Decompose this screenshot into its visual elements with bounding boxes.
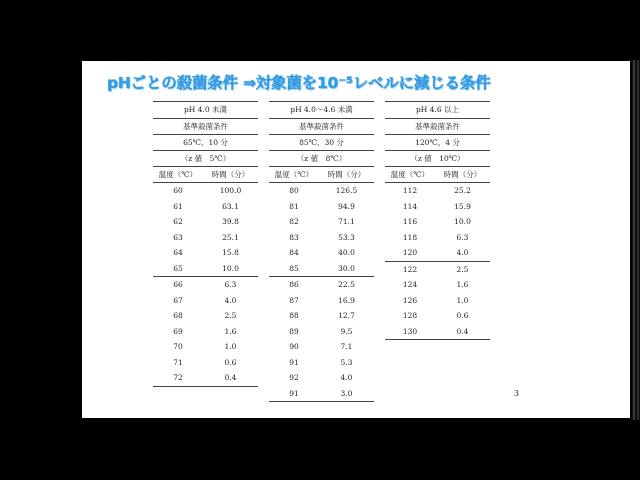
table-row (153, 261, 258, 277)
column-header-time: 時間（分） (327, 170, 366, 179)
table-bottom-rule (269, 401, 374, 402)
base-condition-value: 120℃、4 分 (385, 135, 490, 151)
temperature-cell: 126 (402, 295, 418, 305)
table-row (269, 324, 374, 340)
table-row (269, 245, 374, 261)
table-row (385, 324, 490, 340)
table-row (385, 293, 490, 309)
time-cell: 25.1 (222, 232, 239, 242)
time-cell: 2.5 (224, 311, 237, 320)
temperature-cell: 83 (289, 232, 299, 242)
temperature-cell: 122 (402, 264, 418, 274)
time-cell: 30.0 (338, 263, 355, 273)
temperature-cell: 89 (289, 326, 299, 336)
column-header-temperature: 温度（℃） (390, 170, 430, 179)
table-row (385, 308, 490, 324)
column-header-time: 時間（分） (211, 170, 250, 179)
table-row (385, 199, 490, 215)
table-body (269, 183, 374, 402)
table-row (269, 355, 374, 371)
time-cell: 4.0 (456, 248, 469, 257)
temperature-cell: 87 (289, 295, 299, 305)
temperature-cell: 88 (289, 311, 299, 320)
column-header-temperature: 温度（℃） (158, 170, 198, 179)
time-cell: 71.1 (338, 217, 355, 226)
table-row (153, 276, 258, 293)
time-cell: 126.5 (335, 186, 358, 195)
time-cell: 10.0 (222, 263, 239, 273)
time-cell: 15.9 (454, 201, 471, 211)
table-ph-label: pH 4.6 以上 (385, 101, 490, 119)
table-row (269, 386, 374, 402)
time-cell: 6.3 (224, 280, 237, 289)
table-row (385, 245, 490, 261)
time-cell: 53.3 (338, 232, 355, 242)
time-cell: 16.9 (338, 295, 355, 305)
time-cell: 4.0 (224, 295, 237, 305)
table-bottom-rule (153, 386, 258, 387)
time-cell: 100.0 (219, 186, 242, 195)
temperature-cell: 63 (173, 232, 183, 242)
time-cell: 5.3 (340, 357, 353, 367)
time-cell: 25.2 (454, 186, 471, 195)
table-row (153, 339, 258, 355)
temperature-cell: 120 (402, 248, 418, 257)
temperature-cell: 81 (289, 201, 299, 211)
temperature-cell: 90 (289, 342, 299, 351)
time-cell: 15.8 (222, 248, 239, 257)
temperature-cell: 65 (173, 263, 183, 273)
temperature-cell: 69 (173, 326, 183, 336)
z-value: （z 値 10℃） (385, 151, 490, 167)
table-row (153, 230, 258, 246)
column-header-row (385, 167, 490, 183)
column-header-row (153, 167, 258, 183)
temperature-cell: 61 (173, 201, 183, 211)
table-row (269, 183, 374, 199)
table-row (269, 370, 374, 386)
temperature-cell: 64 (173, 248, 183, 257)
time-cell: 1.0 (224, 342, 237, 351)
time-cell: 0.4 (224, 373, 237, 382)
temperature-cell: 66 (173, 280, 183, 289)
table-body (385, 183, 490, 340)
temperature-cell: 128 (402, 311, 418, 320)
z-value: （z 値 8℃） (269, 151, 374, 167)
table-row (385, 277, 490, 293)
temperature-cell: 124 (402, 280, 418, 289)
time-cell: 1.6 (456, 280, 469, 289)
time-cell: 10.0 (454, 217, 471, 226)
table-row (269, 199, 374, 215)
time-cell: 40.0 (338, 248, 355, 257)
time-cell: 9.5 (340, 326, 353, 336)
time-cell: 0.6 (456, 311, 469, 320)
table-row (153, 324, 258, 340)
base-condition-value: 65℃、10 分 (153, 135, 258, 151)
time-cell: 63.1 (222, 201, 239, 211)
base-condition-label: 基準殺菌条件 (385, 119, 490, 135)
temperature-cell: 130 (402, 326, 418, 336)
table-row (385, 261, 490, 278)
temperature-cell: 112 (402, 186, 418, 195)
table-row (385, 230, 490, 246)
table-row (269, 308, 374, 324)
column-header-row (269, 167, 374, 183)
time-cell: 22.5 (338, 280, 355, 289)
base-condition-label: 基準殺菌条件 (269, 119, 374, 135)
table-row (153, 293, 258, 309)
table-row (269, 276, 374, 293)
table-row (153, 245, 258, 261)
table-row (153, 214, 258, 230)
table-row (269, 261, 374, 277)
time-cell: 94.9 (338, 201, 355, 211)
temperature-cell: 116 (402, 217, 418, 226)
time-cell: 1.0 (456, 295, 469, 305)
column-header-temperature: 温度（℃） (274, 170, 314, 179)
temperature-cell: 72 (173, 373, 183, 382)
time-cell: 12.7 (338, 311, 355, 320)
temperature-cell: 84 (289, 248, 299, 257)
video-frame-edge (632, 60, 640, 420)
z-value: （z 値 5℃） (153, 151, 258, 167)
time-cell: 4.0 (340, 373, 353, 382)
table-row (269, 293, 374, 309)
table-row (269, 230, 374, 246)
temperature-cell: 91 (289, 388, 299, 398)
temperature-cell: 92 (289, 373, 299, 382)
time-cell: 3.0 (340, 388, 353, 398)
table-ph-4-6-and-above (385, 101, 490, 340)
time-cell: 0.6 (224, 357, 237, 367)
time-cell: 2.5 (456, 264, 469, 274)
time-cell: 39.8 (222, 217, 239, 226)
temperature-cell: 68 (173, 311, 183, 320)
table-row (385, 183, 490, 199)
time-cell: 0.4 (456, 326, 469, 336)
temperature-cell: 67 (173, 295, 183, 305)
table-ph-4-0-to-4-6 (269, 101, 374, 402)
table-ph-label: pH 4.0 未満 (153, 101, 258, 119)
table-row (269, 339, 374, 355)
table-row (153, 308, 258, 324)
temperature-cell: 71 (173, 357, 183, 367)
temperature-cell: 60 (173, 186, 183, 195)
column-header-time: 時間（分） (443, 170, 482, 179)
base-condition-value: 85℃、30 分 (269, 135, 374, 151)
table-ph-below-4-0 (153, 101, 258, 387)
table-row (269, 214, 374, 230)
table-ph-label: pH 4.0～4.6 未満 (269, 101, 374, 119)
temperature-cell: 118 (402, 232, 418, 242)
temperature-cell: 114 (402, 201, 418, 211)
temperature-cell: 80 (289, 186, 299, 195)
temperature-cell: 91 (289, 357, 299, 367)
time-cell: 1.6 (224, 326, 237, 336)
time-cell: 7.1 (340, 342, 353, 351)
slide-title: pHごとの殺菌条件 ⇒対象菌を10⁻⁵レベルに減じる条件 (107, 74, 491, 92)
slide (82, 61, 630, 418)
temperature-cell: 62 (173, 217, 183, 226)
base-condition-label: 基準殺菌条件 (153, 119, 258, 135)
table-row (385, 214, 490, 230)
table-row (153, 199, 258, 215)
table-row (153, 370, 258, 386)
page-number: 3 (514, 389, 520, 398)
table-row (153, 183, 258, 199)
time-cell: 6.3 (456, 232, 469, 242)
table-row (153, 355, 258, 371)
temperature-cell: 82 (289, 217, 299, 226)
table-bottom-rule (385, 339, 490, 340)
table-body (153, 183, 258, 387)
temperature-cell: 86 (289, 280, 299, 289)
temperature-cell: 70 (173, 342, 183, 351)
temperature-cell: 85 (289, 263, 299, 273)
